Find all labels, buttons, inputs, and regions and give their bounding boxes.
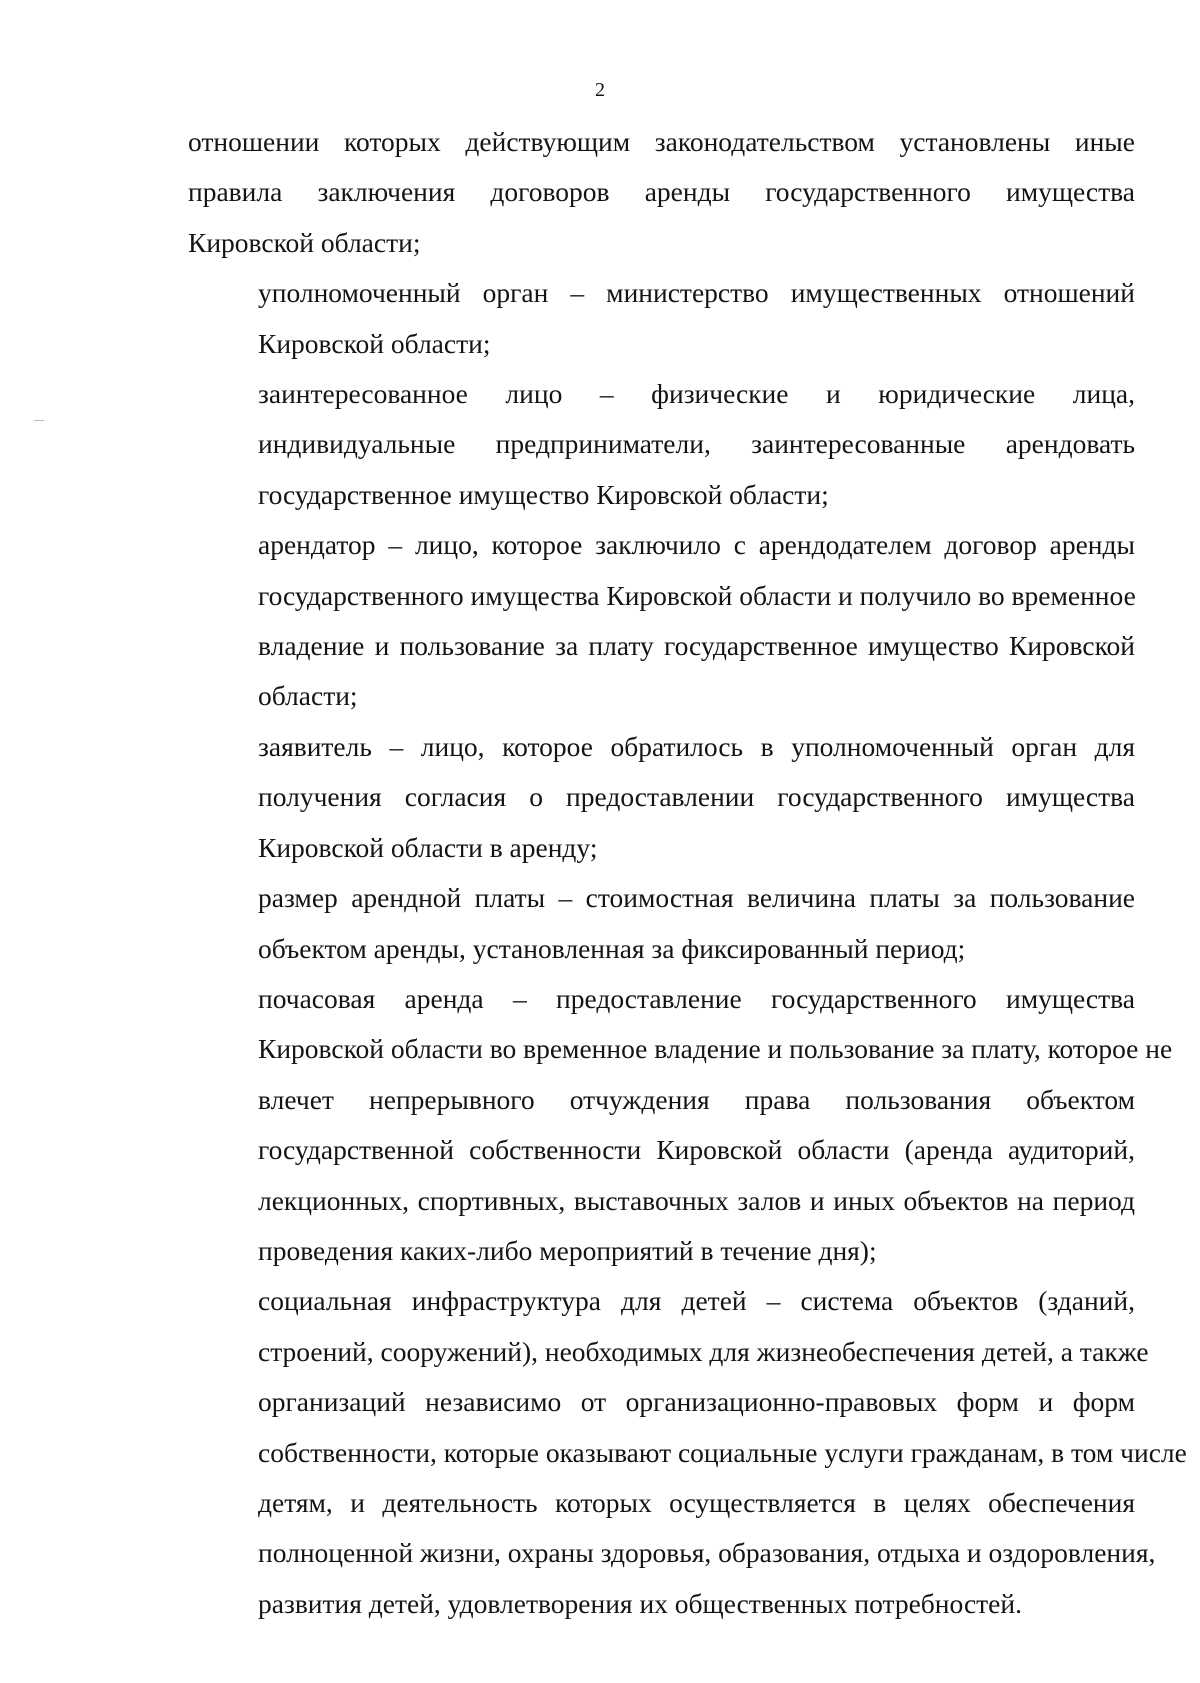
text-line: развития детей, удовлетворения их общественных потребностей. [258,1587,1022,1619]
text-line: собственности, которые оказывают социальные услуги гражданам, в том числе [258,1436,1187,1468]
text-line: арендатор – лицо, которое заключило с арендодателем договор аренды [258,529,1135,561]
paragraph-definition-authorized-body [188,268,1135,369]
document-body [188,117,1187,1629]
text-line: объектом аренды, установленная за фиксированный период; [258,932,966,964]
text-line: строений, сооружений), необходимых для жизнеобеспечения детей, а также [258,1335,1149,1367]
paragraph-continuation [188,117,1135,268]
text-line: отношении которых действующим законодательством установлены иные [188,126,1135,157]
text-line: лекционных, спортивных, выставочных залов и иных объектов на период [258,1184,1135,1216]
text-line: социальная инфраструктура для детей – система объектов (зданий, [258,1285,1135,1317]
scan-artifact [34,420,44,421]
paragraph-definition-tenant [188,520,1135,722]
text-line: индивидуальные предприниматели, заинтересованные арендовать [258,428,1135,460]
text-line: организаций независимо от организационно-правовых форм и форм [258,1386,1135,1418]
text-line: Кировской области в аренду; [258,831,598,863]
paragraph-definition-social-infrastructure [188,1276,1187,1629]
text-line: области; [258,680,358,712]
text-line: государственной собственности Кировской области (аренда аудиторий, [258,1134,1135,1166]
paragraph-definition-applicant [188,722,1135,873]
paragraph-definition-rent-amount [188,873,1135,974]
text-line: почасовая аренда – предоставление государственного имущества [258,982,1135,1014]
text-line: заявитель – лицо, которое обратилось в уполномоченный орган для [258,730,1135,762]
text-line: детям, и деятельность которых осуществляется в целях обеспечения [258,1486,1135,1518]
text-line: получения согласия о предоставлении государственного имущества [258,781,1135,813]
text-line: размер арендной платы – стоимостная величина платы за пользование [258,882,1135,914]
text-line: государственного имущества Кировской области и получило во временное [258,579,1136,611]
text-line: Кировской области; [258,327,491,359]
text-line: Кировской области во временное владение и пользование за плату, которое не [258,1033,1173,1065]
text-line: проведения каких-либо мероприятий в течение дня); [258,1234,877,1266]
text-line: заинтересованное лицо – физические и юридические лица, [258,378,1135,410]
text-line: влечет непрерывного отчуждения права пользования объектом [258,1083,1135,1115]
text-line: владение и пользование за плату государственное имущество Кировской [258,630,1135,662]
paragraph-definition-interested-person [188,369,1135,520]
page-number: 2 [595,79,605,101]
text-line: правила заключения договоров аренды государственного имущества [188,176,1135,208]
text-line: уполномоченный орган – министерство имущественных отношений [258,277,1135,309]
paragraph-definition-hourly-rent [188,974,1173,1276]
text-line: полноценной жизни, охраны здоровья, образования, отдыха и оздоровления, [258,1537,1156,1569]
text-line: государственное имущество Кировской области; [258,478,829,510]
text-line: Кировской области; [188,226,421,258]
